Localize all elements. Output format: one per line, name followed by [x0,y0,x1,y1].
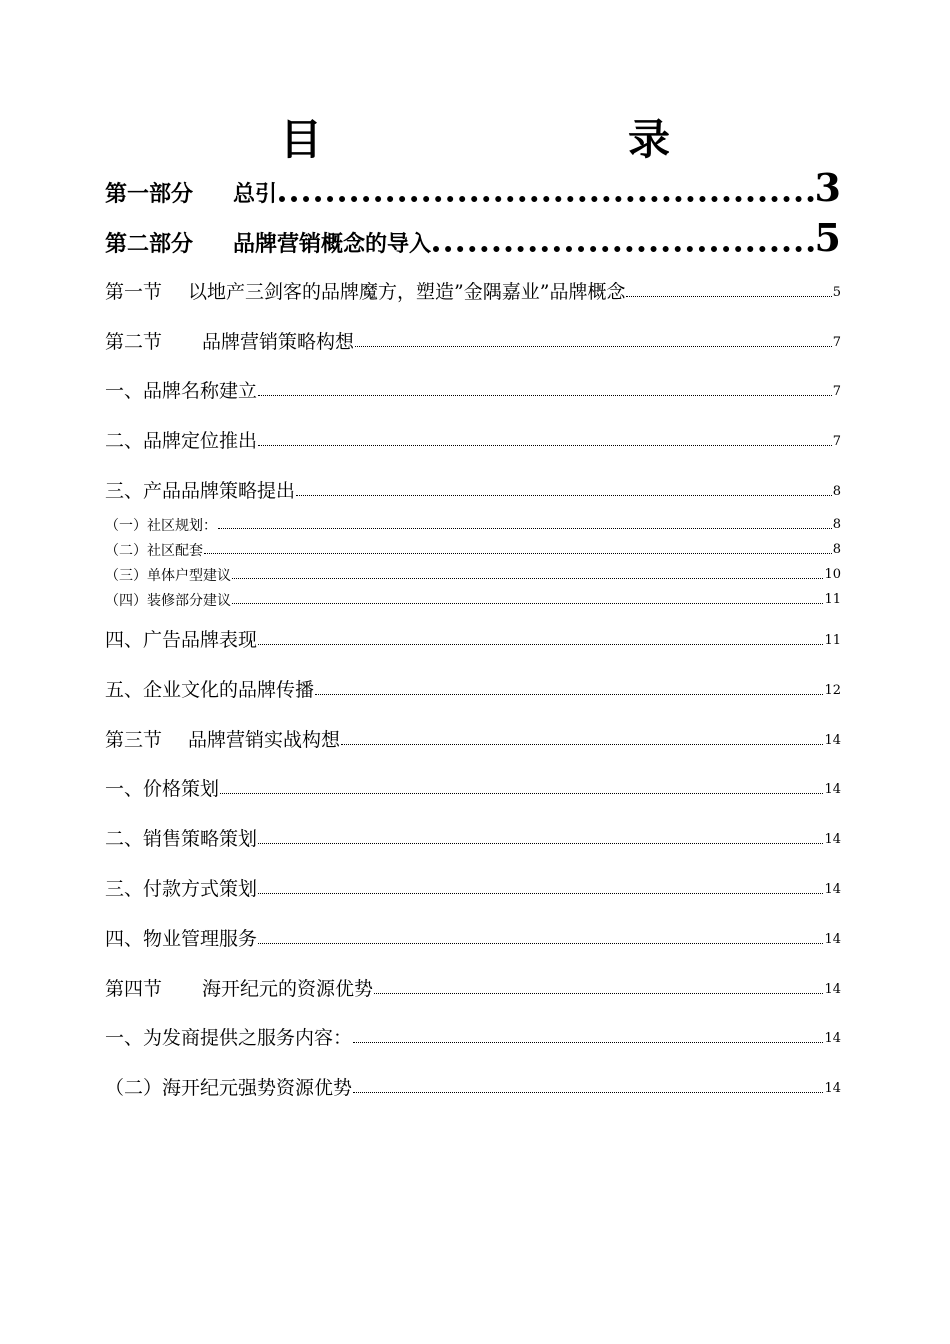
toc-entry-item[interactable] [105,672,841,702]
toc-entry-label: 三、产品品牌策略提出 [105,480,296,502]
toc-entry-label: 四、广告品牌表现 [105,629,258,651]
toc-title: 目 录 [279,115,744,164]
dot-leader [204,553,832,554]
toc-entry-label: 二、销售策略策划 [105,828,258,850]
toc-entry-page: 11 [824,633,841,648]
toc-entry-label: （四）装修部分建议 [105,593,231,609]
toc-entry-page: 7 [832,384,841,399]
toc-entry-item[interactable] [105,1070,841,1100]
toc-entry-page: 7 [832,434,841,449]
dot-leader [296,495,832,496]
toc-entry-label: （二）海开纪元强势资源优势 [105,1077,353,1099]
dot-leader [355,346,832,347]
toc-entry-label: 第二节 品牌营销策略构想 [105,331,355,353]
dot-leader [258,843,823,844]
dot-leader [279,196,814,202]
dot-leader [626,296,831,297]
toc-entry-page: 14 [824,882,841,897]
toc-entry-item[interactable] [105,423,841,453]
dot-leader [433,246,814,252]
dot-leader [218,528,832,529]
toc-entry-item[interactable] [105,1020,841,1050]
toc-entry-section-3[interactable] [105,722,841,752]
toc-entry-label: 一、价格策划 [105,778,220,800]
toc-entry-item[interactable] [105,771,841,801]
toc-entry-item[interactable] [105,871,841,901]
toc-entry-page: 10 [824,567,841,582]
toc-entry-label: 二、品牌定位推出 [105,430,258,452]
toc-entry-item[interactable] [105,373,841,403]
toc-entry-label: 第一部分 总引 [105,182,278,207]
dot-leader [258,893,823,894]
toc-entry-page: 14 [824,733,841,748]
toc-entry-page: 14 [824,982,841,997]
toc-entry-item[interactable] [105,622,841,652]
toc-entry-page: 8 [832,484,841,499]
toc-entry-page: 5 [832,285,841,300]
toc-entry-label: 第二部分 品牌营销概念的导入 [105,232,432,257]
toc-entry-page: 3 [814,165,841,210]
toc-entry-section-4[interactable] [105,971,841,1001]
toc-entry-subitem[interactable] [105,538,841,560]
toc-entry-page: 11 [824,592,841,607]
dot-leader [315,694,823,695]
toc-entry-section-2[interactable] [105,324,841,354]
toc-entry-item[interactable] [105,921,841,951]
toc-entry-page: 7 [832,335,841,350]
toc-entry-label: 第三节 品牌营销实战构想 [105,729,341,751]
dot-leader [232,603,823,604]
dot-leader [258,395,832,396]
toc-entry-item[interactable] [105,473,841,503]
toc-entry-page: 8 [832,517,841,532]
toc-entry-part-2[interactable] [105,215,841,260]
toc-entry-page: 14 [824,1081,841,1096]
toc-entry-label: （三）单体户型建议 [105,568,231,584]
toc-entry-label: 五、企业文化的品牌传播 [105,679,315,701]
toc-entry-page: 12 [824,683,841,698]
dot-leader [374,993,823,994]
dot-leader [220,793,823,794]
dot-leader [353,1042,823,1043]
toc-entry-part-1[interactable] [105,165,841,210]
dot-leader [258,943,823,944]
toc-entry-section-1[interactable] [105,274,841,304]
toc-entry-page: 14 [824,1031,841,1046]
toc-entry-label: 三、付款方式策划 [105,878,258,900]
toc-entry-label: 一、为发商提供之服务内容： [105,1027,353,1049]
toc-entry-label: 第一节 以地产三剑客的品牌魔方，塑造”金隅嘉业”品牌概念 [105,281,626,303]
toc-entry-page: 8 [832,542,841,557]
toc-entry-subitem[interactable] [105,588,841,610]
toc-entry-subitem[interactable] [105,563,841,585]
toc-entry-page: 14 [824,782,841,797]
dot-leader [353,1092,823,1093]
toc-entry-item[interactable] [105,821,841,851]
dot-leader [232,578,823,579]
dot-leader [341,744,823,745]
toc-entry-label: （二）社区配套 [105,543,203,559]
toc-entry-label: 四、物业管理服务 [105,928,258,950]
toc-entry-label: （一）社区规划： [105,518,217,534]
dot-leader [258,644,823,645]
toc-entry-label: 一、品牌名称建立 [105,380,258,402]
dot-leader [258,445,832,446]
toc-entry-page: 14 [824,932,841,947]
toc-entry-subitem[interactable] [105,513,841,535]
toc-entry-page: 5 [814,215,841,260]
toc-entry-label: 第四节 海开纪元的资源优势 [105,978,374,1000]
toc-entry-page: 14 [824,832,841,847]
